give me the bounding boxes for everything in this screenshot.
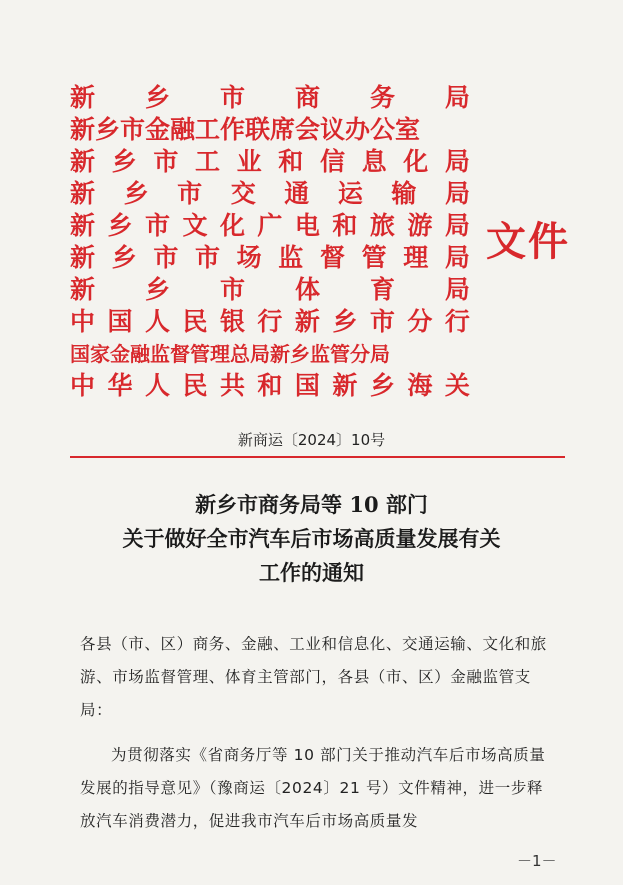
agency-char: 新 bbox=[332, 371, 358, 400]
agency-char: 国 bbox=[107, 307, 133, 336]
addressee: 各县（市、区）商务、金融、工业和信息化、交通运输、文化和旅游、市场监督管理、体育主管部门，各县（市、区）金融监管支局： bbox=[80, 635, 547, 719]
agency-char: 银 bbox=[219, 307, 245, 336]
agency-char: 新 bbox=[70, 147, 96, 176]
document-body bbox=[80, 628, 558, 838]
agency-char: 人 bbox=[144, 371, 170, 400]
agency-char: 市 bbox=[177, 179, 203, 208]
agency-char: 行 bbox=[257, 307, 283, 336]
agency-char: 育 bbox=[369, 275, 395, 304]
agency-char: 分 bbox=[407, 307, 433, 336]
agency-char: 市 bbox=[219, 83, 245, 112]
agency-line bbox=[70, 146, 470, 178]
agency-char: 新 bbox=[70, 179, 96, 208]
title-line: 新乡市商务局等 10 部门 bbox=[195, 492, 428, 517]
agency-char: 化 bbox=[219, 211, 245, 240]
agency-char: 乡 bbox=[144, 83, 170, 112]
agency-char: 新乡市金融工作联席会议办公室 bbox=[70, 115, 421, 144]
agency-char: 新 bbox=[294, 307, 320, 336]
agency-char: 体 bbox=[294, 275, 320, 304]
agency-char: 乡 bbox=[107, 211, 133, 240]
title-line: 关于做好全市汽车后市场高质量发展有关 bbox=[122, 526, 501, 551]
agency-char: 乡 bbox=[144, 275, 170, 304]
agency-char: 新 bbox=[70, 211, 96, 240]
agency-char: 国 bbox=[294, 371, 320, 400]
agency-line bbox=[70, 82, 470, 114]
agency-char: 监 bbox=[278, 243, 304, 272]
agency-char: 输 bbox=[391, 179, 417, 208]
agency-char: 局 bbox=[444, 83, 470, 112]
agency-char: 理 bbox=[403, 243, 429, 272]
red-divider bbox=[70, 456, 565, 458]
agency-char: 管 bbox=[361, 243, 387, 272]
agency-char: 市 bbox=[153, 243, 179, 272]
agency-char: 行 bbox=[444, 307, 470, 336]
agency-char: 督 bbox=[319, 243, 345, 272]
agency-char: 市 bbox=[153, 147, 179, 176]
agency-char: 务 bbox=[369, 83, 395, 112]
agency-char: 局 bbox=[444, 275, 470, 304]
agency-char: 中 bbox=[70, 307, 96, 336]
agency-char: 局 bbox=[444, 147, 470, 176]
agency-char: 电 bbox=[294, 211, 320, 240]
agency-char: 海 bbox=[407, 371, 433, 400]
agency-char: 市 bbox=[369, 307, 395, 336]
body-paragraph: 为贯彻落实《省商务厅等 10 部门关于推动汽车后市场高质量发展的指导意见》（豫商运〔2024〕21 号）文件精神，进一步释放汽车消费潜力，促进我市汽车后市场高质量发 bbox=[80, 746, 546, 830]
agency-char: 共 bbox=[219, 371, 245, 400]
agency-char: 工 bbox=[194, 147, 220, 176]
agency-char: 信 bbox=[319, 147, 345, 176]
agency-char: 局 bbox=[444, 211, 470, 240]
agency-char: 中 bbox=[70, 371, 96, 400]
agency-char: 商 bbox=[294, 83, 320, 112]
agency-line bbox=[70, 242, 470, 274]
agency-char: 文 bbox=[182, 211, 208, 240]
agency-char: 市 bbox=[194, 243, 220, 272]
agency-char: 国家金融监督管理总局新乡监管分局 bbox=[70, 342, 390, 366]
agency-char: 化 bbox=[403, 147, 429, 176]
agency-char: 新 bbox=[70, 243, 96, 272]
agency-char: 交 bbox=[230, 179, 256, 208]
agency-char: 运 bbox=[337, 179, 363, 208]
agency-char: 场 bbox=[236, 243, 262, 272]
agency-char: 乡 bbox=[369, 371, 395, 400]
agency-char: 乡 bbox=[332, 307, 358, 336]
agency-line bbox=[70, 370, 470, 402]
agency-char: 和 bbox=[332, 211, 358, 240]
agency-char: 市 bbox=[144, 211, 170, 240]
agency-line bbox=[70, 114, 470, 146]
agency-char: 乡 bbox=[123, 179, 149, 208]
agency-char: 民 bbox=[182, 371, 208, 400]
document-type-label: 文件 bbox=[486, 218, 570, 265]
agency-char: 局 bbox=[444, 179, 470, 208]
page-number: －1－ bbox=[517, 852, 557, 870]
agency-char: 广 bbox=[257, 211, 283, 240]
agency-char: 乡 bbox=[111, 147, 137, 176]
agency-char: 新 bbox=[70, 275, 96, 304]
agency-char: 和 bbox=[257, 371, 283, 400]
agency-line bbox=[70, 274, 470, 306]
agency-char: 人 bbox=[144, 307, 170, 336]
agency-char: 游 bbox=[407, 211, 433, 240]
agency-char: 旅 bbox=[369, 211, 395, 240]
agency-char: 乡 bbox=[111, 243, 137, 272]
agency-line bbox=[70, 178, 470, 210]
agency-char: 民 bbox=[182, 307, 208, 336]
agency-char: 市 bbox=[219, 275, 245, 304]
title-line: 工作的通知 bbox=[259, 560, 364, 585]
agency-char: 局 bbox=[444, 243, 470, 272]
agency-line bbox=[70, 338, 470, 370]
agency-char: 关 bbox=[444, 371, 470, 400]
agency-list bbox=[70, 82, 470, 402]
agency-char: 业 bbox=[236, 147, 262, 176]
agency-char: 通 bbox=[284, 179, 310, 208]
document-number: 新商运〔2024〕10号 bbox=[237, 431, 386, 449]
agency-line bbox=[70, 306, 470, 338]
document-title bbox=[0, 488, 623, 590]
agency-char: 息 bbox=[361, 147, 387, 176]
agency-line bbox=[70, 210, 470, 242]
agency-char: 华 bbox=[107, 371, 133, 400]
agency-char: 和 bbox=[278, 147, 304, 176]
agency-char: 新 bbox=[70, 83, 96, 112]
